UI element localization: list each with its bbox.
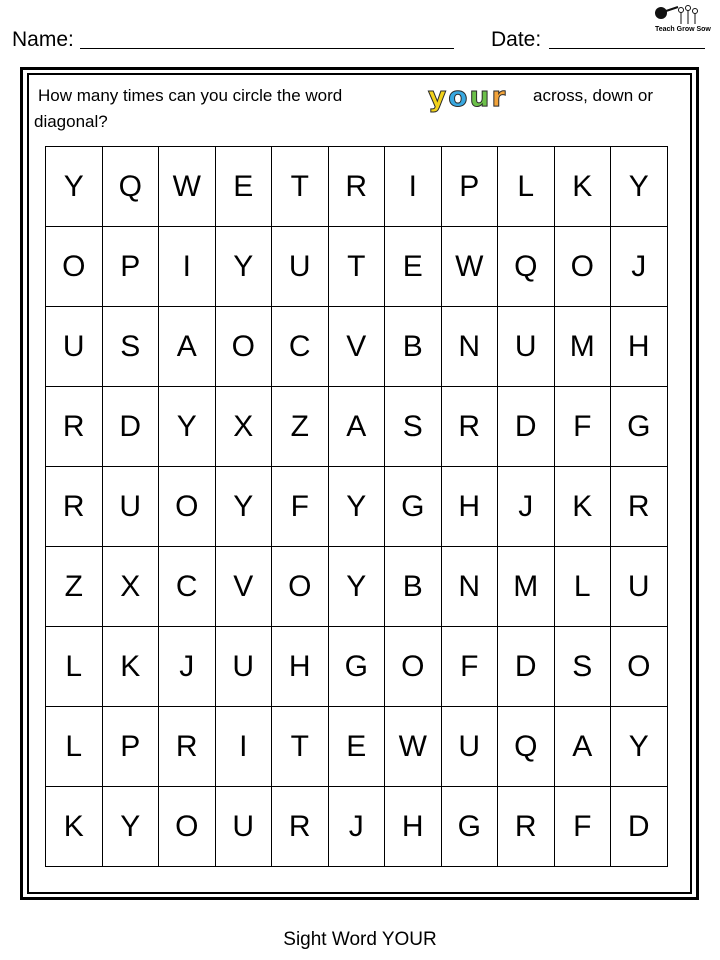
grid-cell[interactable]: O — [554, 227, 611, 307]
target-word-letter: u — [469, 80, 492, 113]
grid-cell[interactable]: Y — [611, 707, 668, 787]
grid-cell[interactable]: Q — [498, 227, 555, 307]
grid-cell[interactable]: K — [102, 627, 159, 707]
name-label: Name: — [12, 28, 74, 51]
grid-cell[interactable]: H — [611, 307, 668, 387]
grid-cell[interactable]: U — [498, 307, 555, 387]
grid-cell[interactable]: Y — [102, 787, 159, 867]
grid-cell[interactable]: H — [385, 787, 442, 867]
target-word-letter: o — [448, 80, 470, 113]
date-label: Date: — [491, 28, 542, 51]
grid-cell[interactable]: R — [272, 787, 329, 867]
grid-cell[interactable]: O — [272, 547, 329, 627]
grid-cell[interactable]: A — [554, 707, 611, 787]
grid-cell[interactable]: I — [215, 707, 272, 787]
grid-row — [46, 387, 668, 467]
grid-cell[interactable]: B — [385, 307, 442, 387]
grid-cell[interactable]: M — [554, 307, 611, 387]
grid-cell[interactable]: T — [272, 147, 329, 227]
grid-cell[interactable]: I — [159, 227, 216, 307]
grid-cell[interactable]: E — [328, 707, 385, 787]
grid-cell[interactable]: V — [215, 547, 272, 627]
grid-cell[interactable]: Q — [498, 707, 555, 787]
name-field-line[interactable] — [80, 48, 454, 49]
grid-row — [46, 307, 668, 387]
grid-cell[interactable]: F — [554, 387, 611, 467]
grid-cell[interactable]: R — [611, 467, 668, 547]
grid-cell[interactable]: D — [498, 627, 555, 707]
grid-cell[interactable]: Y — [328, 547, 385, 627]
grid-row — [46, 227, 668, 307]
grid-cell[interactable]: S — [385, 387, 442, 467]
grid-cell[interactable]: O — [159, 467, 216, 547]
grid-cell[interactable]: R — [328, 147, 385, 227]
date-field-line[interactable] — [549, 48, 705, 49]
grid-cell[interactable]: D — [498, 387, 555, 467]
grid-cell[interactable]: U — [272, 227, 329, 307]
grid-cell[interactable]: J — [159, 627, 216, 707]
instruction-text-continued: across, down or — [533, 86, 653, 105]
grid-cell[interactable]: E — [215, 147, 272, 227]
grid-cell[interactable]: F — [554, 787, 611, 867]
grid-cell[interactable]: V — [328, 307, 385, 387]
grid-cell[interactable]: C — [159, 547, 216, 627]
grid-cell[interactable]: I — [385, 147, 442, 227]
grid-cell[interactable]: B — [385, 547, 442, 627]
grid-cell[interactable]: U — [102, 467, 159, 547]
grid-cell[interactable]: A — [159, 307, 216, 387]
grid-cell[interactable]: T — [272, 707, 329, 787]
grid-cell[interactable]: A — [328, 387, 385, 467]
grid-cell[interactable]: T — [328, 227, 385, 307]
watering-can-logo-icon — [652, 2, 718, 40]
grid-cell[interactable]: G — [328, 627, 385, 707]
grid-cell[interactable]: L — [498, 147, 555, 227]
grid-cell[interactable]: K — [46, 787, 103, 867]
grid-cell[interactable]: L — [554, 547, 611, 627]
grid-cell[interactable]: G — [441, 787, 498, 867]
grid-cell[interactable]: M — [498, 547, 555, 627]
grid-cell[interactable]: K — [554, 467, 611, 547]
grid-cell[interactable]: O — [215, 307, 272, 387]
grid-cell[interactable]: O — [611, 627, 668, 707]
grid-cell[interactable]: P — [102, 707, 159, 787]
grid-cell[interactable]: R — [159, 707, 216, 787]
grid-cell[interactable]: Z — [46, 547, 103, 627]
grid-cell[interactable]: J — [498, 467, 555, 547]
grid-cell[interactable]: P — [102, 227, 159, 307]
grid-row — [46, 467, 668, 547]
grid-cell[interactable]: W — [159, 147, 216, 227]
grid-cell[interactable]: U — [46, 307, 103, 387]
target-word — [428, 80, 507, 113]
grid-cell[interactable]: U — [611, 547, 668, 627]
grid-cell[interactable]: Y — [328, 467, 385, 547]
grid-cell[interactable]: D — [611, 787, 668, 867]
grid-cell[interactable]: L — [46, 627, 103, 707]
grid-row — [46, 147, 668, 227]
grid-row — [46, 787, 668, 867]
grid-cell[interactable]: J — [328, 787, 385, 867]
brand-name: Teach Grow Sow — [655, 26, 711, 33]
grid-cell[interactable]: S — [102, 307, 159, 387]
instruction-text: How many times can you circle the word — [38, 86, 343, 105]
grid-cell[interactable]: O — [385, 627, 442, 707]
grid-cell[interactable]: U — [215, 787, 272, 867]
word-search-grid — [45, 146, 668, 867]
grid-cell[interactable]: H — [272, 627, 329, 707]
grid-cell[interactable]: U — [215, 627, 272, 707]
grid-cell[interactable]: Y — [46, 147, 103, 227]
grid-cell[interactable]: H — [441, 467, 498, 547]
grid-cell[interactable]: W — [441, 227, 498, 307]
grid-cell[interactable]: X — [215, 387, 272, 467]
grid-cell[interactable]: R — [441, 387, 498, 467]
grid-cell[interactable]: O — [159, 787, 216, 867]
grid-cell[interactable]: Y — [611, 147, 668, 227]
grid-cell[interactable]: W — [385, 707, 442, 787]
grid-cell[interactable]: Y — [159, 387, 216, 467]
grid-cell[interactable]: R — [46, 387, 103, 467]
grid-cell[interactable]: Y — [215, 467, 272, 547]
grid-cell[interactable]: Q — [102, 147, 159, 227]
grid-cell[interactable]: Y — [215, 227, 272, 307]
grid-cell[interactable]: K — [554, 147, 611, 227]
grid-row — [46, 547, 668, 627]
grid-cell[interactable]: P — [441, 147, 498, 227]
grid-cell[interactable]: D — [102, 387, 159, 467]
target-word-letter: y — [428, 80, 449, 113]
grid-cell[interactable]: G — [385, 467, 442, 547]
grid-cell[interactable]: E — [385, 227, 442, 307]
grid-cell[interactable]: O — [46, 227, 103, 307]
grid-cell[interactable]: F — [441, 627, 498, 707]
grid-cell[interactable]: L — [46, 707, 103, 787]
grid-cell[interactable]: R — [46, 467, 103, 547]
grid-cell[interactable]: U — [441, 707, 498, 787]
grid-cell[interactable]: N — [441, 307, 498, 387]
grid-cell[interactable]: X — [102, 547, 159, 627]
grid-row — [46, 707, 668, 787]
grid-cell[interactable]: R — [498, 787, 555, 867]
grid-row — [46, 627, 668, 707]
target-word-letter: r — [491, 80, 508, 113]
grid-cell[interactable]: F — [272, 467, 329, 547]
grid-cell[interactable]: J — [611, 227, 668, 307]
grid-cell[interactable]: C — [272, 307, 329, 387]
grid-cell[interactable]: S — [554, 627, 611, 707]
grid-cell[interactable]: N — [441, 547, 498, 627]
grid-cell[interactable]: Z — [272, 387, 329, 467]
instruction-text-end: diagonal? — [34, 112, 108, 131]
footer-title: Sight Word YOUR — [283, 929, 437, 950]
grid-cell[interactable]: G — [611, 387, 668, 467]
